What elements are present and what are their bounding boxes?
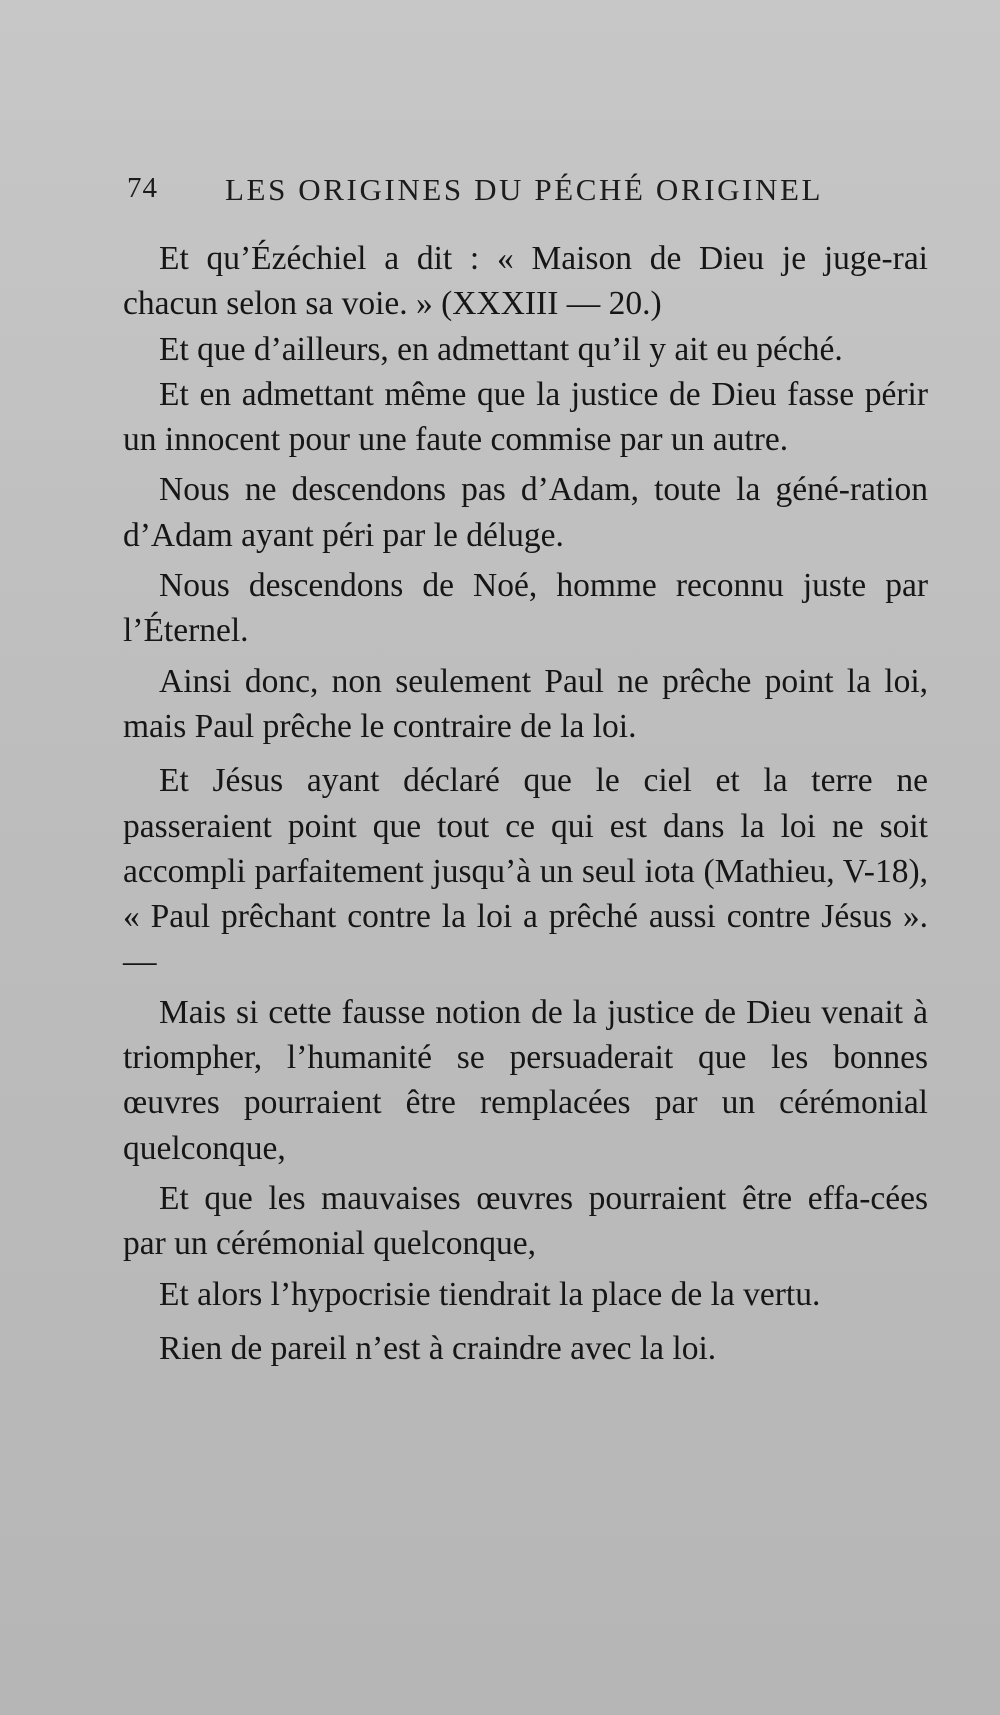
paragraph: Et que d’ailleurs, en admettant qu’il y ait eu péché.: [159, 330, 843, 368]
paragraph: Mais si cette fausse notion de la justice de Dieu venait à triompher, l’humanité se persuaderait que les bonnes œuvres pourraient être remplacées par un cérémonial quelconque,: [123, 993, 928, 1167]
paragraph: Nous ne descendons pas d’Adam, toute la géné-ration d’Adam ayant péri par le déluge.: [123, 471, 928, 554]
paragraph: Rien de pareil n’est à craindre avec la loi.: [159, 1329, 717, 1367]
paragraph: Et qu’Ézéchiel a dit : « Maison de Dieu je juge-rai chacun selon sa voie. » (XXXIII — 20.): [123, 240, 928, 323]
paragraph: Et en admettant même que la justice de Dieu fasse périr un innocent pour une faute commise par un autre.: [123, 375, 928, 459]
paragraph: Nous descendons de Noé, homme reconnu juste par l’Éternel.: [123, 567, 928, 650]
paragraph: Et que les mauvaises œuvres pourraient être effa-cées par un cérémonial quelconque,: [123, 1179, 928, 1263]
paragraph: Et Jésus ayant déclaré que le ciel et la terre ne passeraient point que tout ce qui est dans la loi ne soit accompli parfaitement jusqu’à un seul iota (Mathieu, V-18), « Paul prêchant contre la loi a prêché aussi contre Jésus ». —: [123, 762, 928, 981]
page-header: [127, 172, 847, 216]
paragraph: Et alors l’hypocrisie tiendrait la place de la vertu.: [159, 1275, 821, 1313]
running-title: LES ORIGINES DU PÉCHÉ ORIGINEL: [225, 172, 824, 207]
page-number: 74: [127, 172, 158, 204]
body-text: [123, 236, 928, 1373]
paragraph: Ainsi donc, non seulement Paul ne prêche point la loi, mais Paul prêche le contraire de la loi.: [123, 662, 928, 745]
